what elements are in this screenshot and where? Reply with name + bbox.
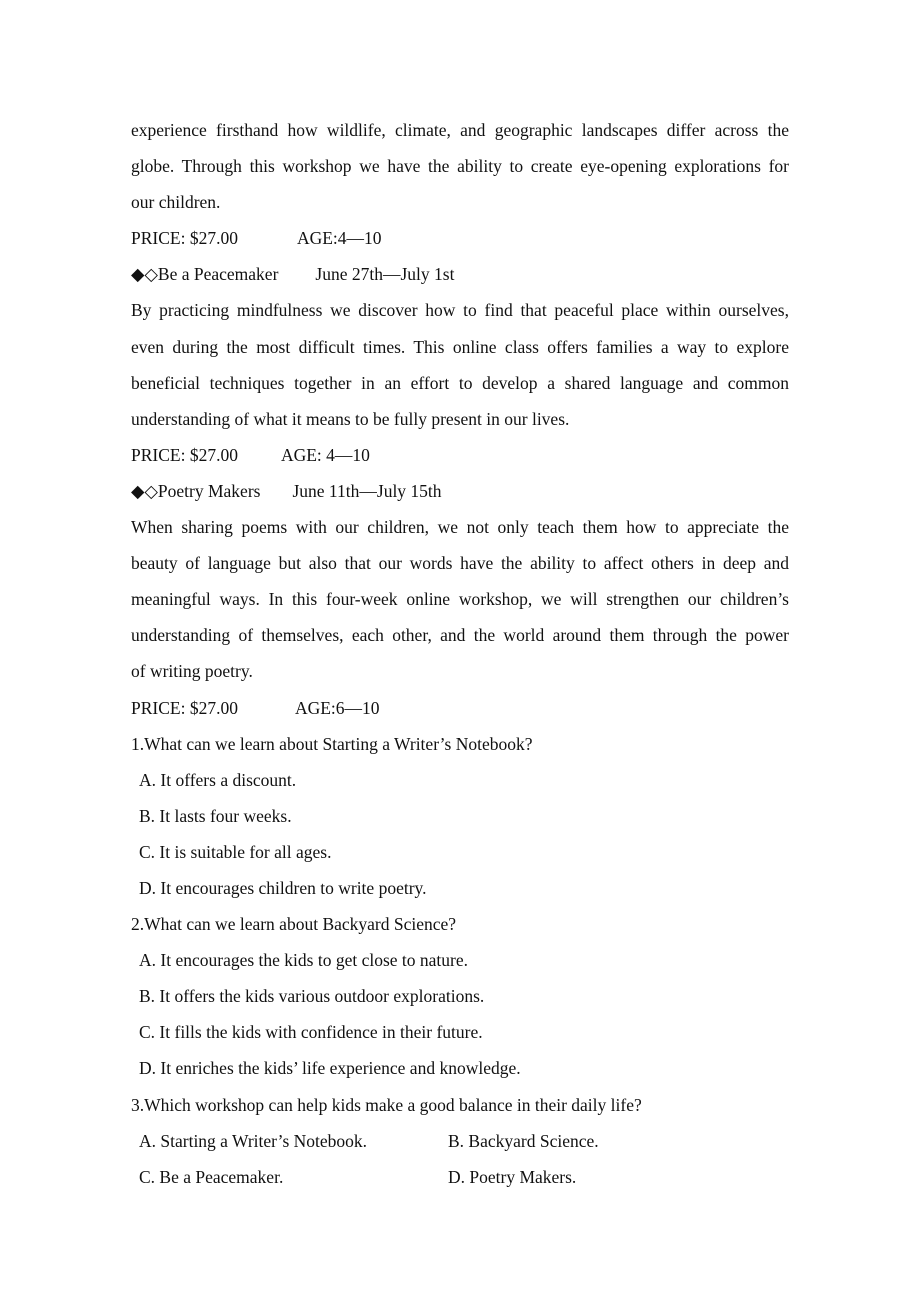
paragraph-line: of writing poetry. [131, 661, 253, 682]
question-stem: 3.Which workshop can help kids make a good balance in their daily life? [131, 1094, 642, 1115]
age-label: AGE: 4—10 [280, 444, 370, 465]
answer-option: C. Be a Peacemaker. [139, 1166, 284, 1187]
price-age-row [131, 437, 789, 473]
answer-option-row [131, 1159, 789, 1195]
answer-option: B. Backyard Science. [448, 1130, 599, 1151]
answer-option: D. Poetry Makers. [448, 1166, 577, 1187]
paragraph-line: understanding of themselves, each other, and the world around them through the power [131, 625, 789, 646]
workshop-heading [131, 473, 789, 509]
workshop-dates: June 11th—July 15th [292, 480, 442, 501]
document-page [131, 112, 789, 1195]
price-label: PRICE: $27.00 [131, 697, 238, 718]
paragraph-line: When sharing poems with our children, we not only teach them how to appreciate the [131, 517, 789, 538]
paragraph-line: By practicing mindfulness we discover how to find that peaceful place within ourselves, [131, 300, 789, 321]
question-stem: 1.What can we learn about Starting a Writer’s Notebook? [131, 733, 533, 754]
paragraph-line: beneficial techniques together in an effort to develop a shared language and common [131, 372, 789, 393]
answer-option: C. It is suitable for all ages. [139, 841, 332, 862]
paragraph-line: experience firsthand how wildlife, climate, and geographic landscapes differ across the [131, 120, 789, 140]
workshop-title: ◆◇Poetry Makers [131, 480, 261, 501]
age-label: AGE:4—10 [296, 228, 382, 249]
answer-option: D. It encourages children to write poetry. [139, 877, 427, 898]
price-label: PRICE: $27.00 [131, 444, 238, 465]
paragraph-line: understanding of what it means to be fully present in our lives. [131, 408, 570, 429]
price-age-row [131, 690, 789, 726]
answer-option: B. It offers the kids various outdoor explorations. [139, 986, 485, 1007]
answer-option-row [131, 1123, 789, 1159]
answer-option: A. Starting a Writer’s Notebook. [139, 1130, 368, 1151]
question-stem: 2.What can we learn about Backyard Science? [131, 914, 457, 935]
answer-option: A. It encourages the kids to get close to nature. [139, 950, 468, 971]
price-label: PRICE: $27.00 [131, 228, 238, 249]
answer-option: B. It lasts four weeks. [139, 805, 292, 826]
answer-option: D. It enriches the kids’ life experience and knowledge. [139, 1058, 521, 1079]
workshop-dates: June 27th—July 1st [315, 264, 455, 285]
paragraph-line: meaningful ways. In this four-week online workshop, we will strengthen our children’s [131, 589, 789, 610]
workshop-title: ◆◇Be a Peacemaker [131, 264, 279, 285]
paragraph-line: beauty of language but also that our words have the ability to affect others in deep and [131, 553, 789, 574]
paragraph-line: our children. [131, 192, 221, 213]
answer-option: C. It fills the kids with confidence in their future. [139, 1022, 483, 1043]
workshop-heading [131, 256, 789, 292]
age-label: AGE:6—10 [294, 697, 380, 718]
paragraph-line: globe. Through this workshop we have the ability to create eye-opening explorations for [131, 156, 789, 177]
answer-option: A. It offers a discount. [139, 769, 297, 790]
price-age-row [131, 220, 789, 256]
paragraph-line: even during the most difficult times. This online class offers families a way to explore [131, 336, 789, 357]
